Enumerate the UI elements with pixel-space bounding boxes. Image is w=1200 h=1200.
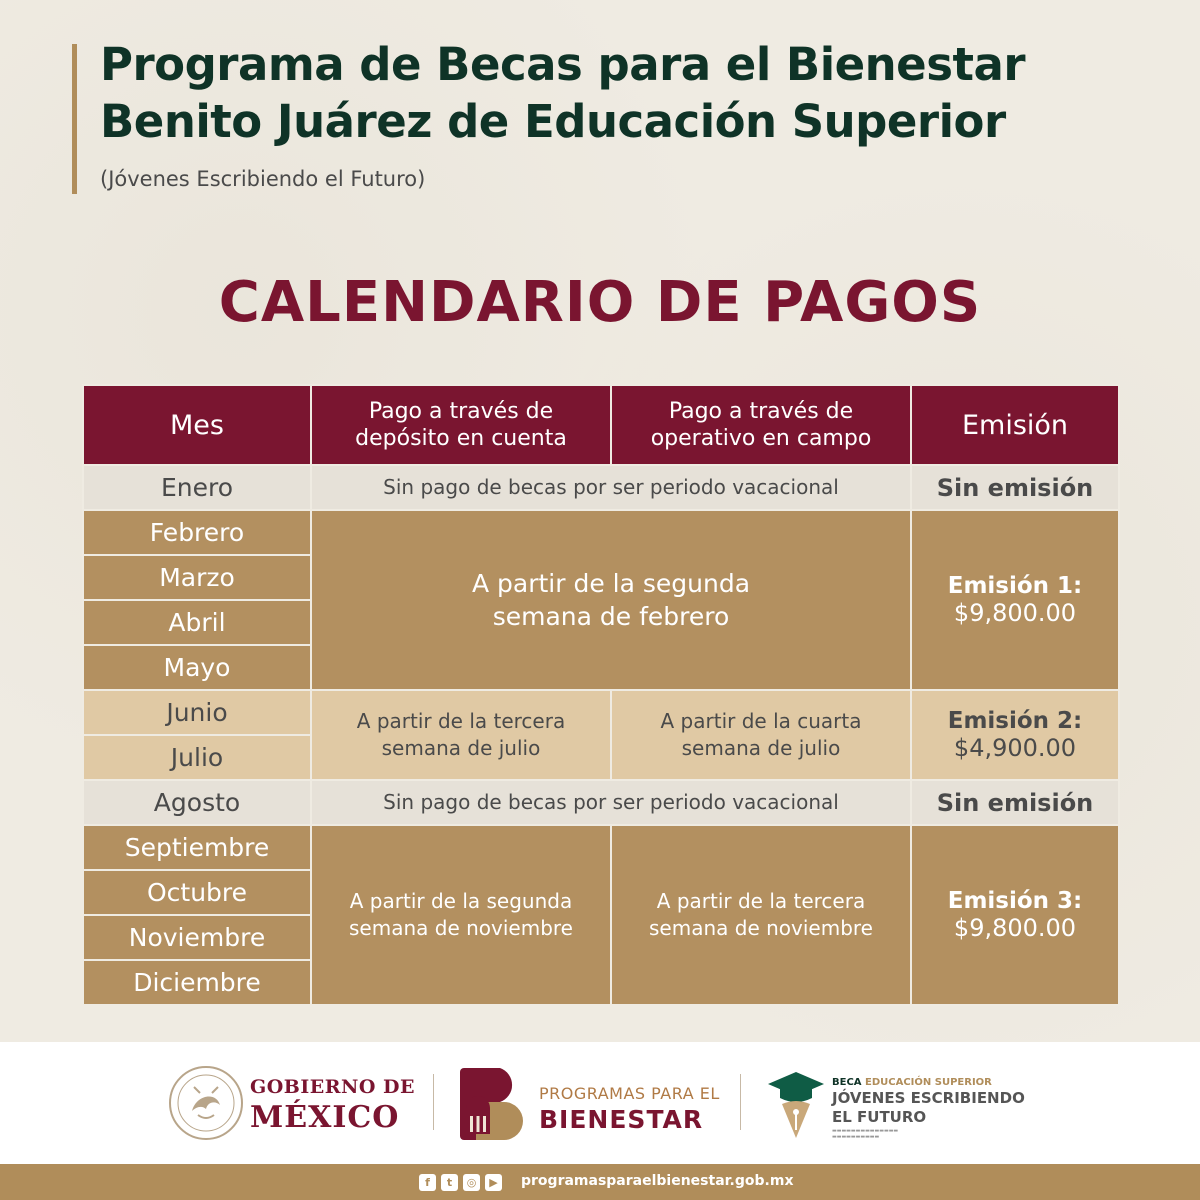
header-operativo-line1: Pago a través de xyxy=(668,399,854,424)
title-line-2: Benito Juárez de Educación Superior xyxy=(100,95,1006,148)
mexico-seal-icon xyxy=(168,1065,244,1141)
table-header-row xyxy=(83,385,1119,465)
enero-pago: Sin pago de becas por ser periodo vacacional xyxy=(311,465,911,510)
gobierno-de-mexico-logo xyxy=(250,1076,415,1135)
sep-dic-deposito-line2: semana de noviembre xyxy=(349,916,573,940)
agosto-emision: Sin emisión xyxy=(911,780,1119,825)
emision-1-amount: $9,800.00 xyxy=(953,599,1077,627)
month-noviembre: Noviembre xyxy=(83,915,311,960)
table-row-agosto xyxy=(83,780,1119,825)
table-row-enero xyxy=(83,465,1119,510)
emision-1 xyxy=(911,510,1119,690)
month-mayo: Mayo xyxy=(83,645,311,690)
beca-header xyxy=(832,1077,1025,1088)
header-deposito xyxy=(311,385,611,465)
emision-3-label: Emisión 3: xyxy=(947,888,1083,914)
table-row-febrero xyxy=(83,510,1119,555)
sep-dic-operativo-line1: A partir de la tercera xyxy=(656,889,866,913)
jun-jul-operativo xyxy=(611,690,911,780)
jun-jul-deposito xyxy=(311,690,611,780)
title-line-1: Programa de Becas para el Bienestar xyxy=(100,38,1026,91)
sep-dic-deposito-line1: A partir de la segunda xyxy=(349,889,573,913)
gobierno-line2: MÉXICO xyxy=(250,1100,400,1135)
twitter-icon[interactable]: t xyxy=(441,1174,458,1191)
emision-2-amount: $4,900.00 xyxy=(953,734,1077,762)
month-octubre: Octubre xyxy=(83,870,311,915)
emision-1-label: Emisión 1: xyxy=(947,573,1083,599)
educacion-superior-label: EDUCACIÓN SUPERIOR xyxy=(865,1077,992,1088)
header-accent-bar xyxy=(72,44,77,194)
month-agosto: Agosto xyxy=(83,780,311,825)
header-deposito-line2: depósito en cuenta xyxy=(355,426,567,451)
jun-jul-operativo-line2: semana de julio xyxy=(681,736,841,760)
feb-may-pago-line1: A partir de la segunda xyxy=(471,569,751,598)
beca-fineprint: ▬▬▬▬▬▬▬▬▬▬▬▬▬▬ ▬▬▬▬▬▬▬▬▬▬ xyxy=(832,1128,899,1140)
sep-dic-deposito xyxy=(311,825,611,1005)
beca-label: BECA xyxy=(832,1077,862,1088)
emision-3 xyxy=(911,825,1119,1005)
graduation-cap-pen-icon xyxy=(766,1068,826,1140)
header-mes: Mes xyxy=(83,385,311,465)
table-row-septiembre xyxy=(83,825,1119,870)
feb-may-pago xyxy=(311,510,911,690)
youtube-icon[interactable]: ▶ xyxy=(485,1174,502,1191)
agosto-pago: Sin pago de becas por ser periodo vacacional xyxy=(311,780,911,825)
month-diciembre: Diciembre xyxy=(83,960,311,1005)
jovenes-escribiendo-logo xyxy=(832,1077,1025,1140)
month-abril: Abril xyxy=(83,600,311,645)
page-title xyxy=(100,36,1160,150)
programas-bienestar-logo xyxy=(539,1084,720,1134)
header-emision: Emisión xyxy=(911,385,1119,465)
header-operativo-line2: operativo en campo xyxy=(650,426,872,451)
feb-may-pago-line2: semana de febrero xyxy=(492,602,730,631)
calendar-title: CALENDARIO DE PAGOS xyxy=(218,270,982,335)
jun-jul-deposito-line1: A partir de la tercera xyxy=(356,709,566,733)
table-row-junio xyxy=(83,690,1119,735)
facebook-icon[interactable]: f xyxy=(419,1174,436,1191)
month-enero: Enero xyxy=(83,465,311,510)
bottom-bar xyxy=(0,1164,1200,1200)
bienestar-b-logo-icon xyxy=(460,1068,524,1140)
programas-line2: BIENESTAR xyxy=(539,1105,704,1134)
programas-line1: PROGRAMAS PARA EL xyxy=(539,1084,720,1103)
month-marzo: Marzo xyxy=(83,555,311,600)
emision-2 xyxy=(911,690,1119,780)
footer-divider xyxy=(433,1074,434,1130)
jovenes-line2: EL FUTURO xyxy=(832,1108,927,1126)
month-julio: Julio xyxy=(83,735,311,780)
month-septiembre: Septiembre xyxy=(83,825,311,870)
header-deposito-line1: Pago a través de xyxy=(368,399,554,424)
emision-3-amount: $9,800.00 xyxy=(953,914,1077,942)
enero-emision: Sin emisión xyxy=(911,465,1119,510)
sep-dic-operativo-line2: semana de noviembre xyxy=(649,916,873,940)
social-icons xyxy=(419,1174,502,1191)
page-subtitle: (Jóvenes Escribiendo el Futuro) xyxy=(100,167,426,191)
instagram-icon[interactable]: ◎ xyxy=(463,1174,480,1191)
footer-logos xyxy=(0,1042,1200,1164)
jun-jul-operativo-line1: A partir de la cuarta xyxy=(660,709,862,733)
gobierno-line1: GOBIERNO DE xyxy=(250,1076,415,1098)
website-url[interactable]: programasparaelbienestar.gob.mx xyxy=(521,1173,794,1189)
emision-2-label: Emisión 2: xyxy=(947,708,1083,734)
payment-calendar-table xyxy=(82,384,1120,1006)
sep-dic-operativo xyxy=(611,825,911,1005)
jovenes-line1: JÓVENES ESCRIBIENDO xyxy=(832,1089,1025,1107)
month-febrero: Febrero xyxy=(83,510,311,555)
header-operativo xyxy=(611,385,911,465)
jun-jul-deposito-line2: semana de julio xyxy=(381,736,541,760)
footer-divider xyxy=(740,1074,741,1130)
month-junio: Junio xyxy=(83,690,311,735)
